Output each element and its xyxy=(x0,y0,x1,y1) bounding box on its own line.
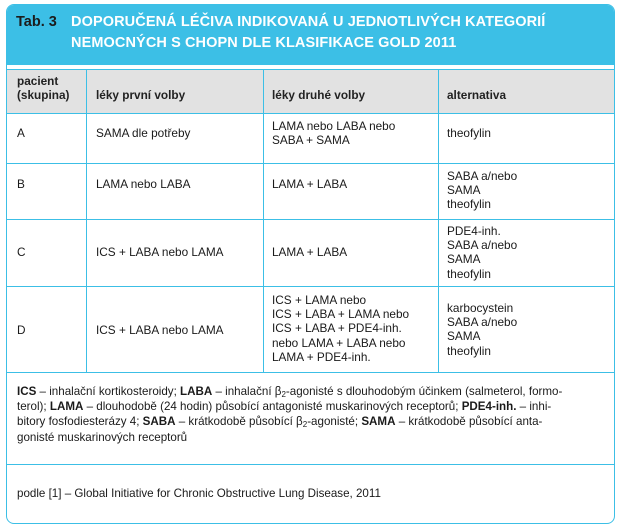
column-divider xyxy=(263,69,264,373)
row-d-second-choice: ICS + LAMA nebo ICS + LABA + LAMA nebo ICS + LABA + PDE4-inh. nebo LAMA + LABA nebo LAMA + PDE4-inh. xyxy=(272,293,410,364)
table-title-line-2: NEMOCNÝCH S CHOPN DLE KLASIFIKACE GOLD 2011 xyxy=(71,35,457,51)
source-note: podle [1] – Global Initiative for Chronic Obstructive Lung Disease, 2011 xyxy=(17,487,381,500)
row-b-first-choice: LAMA nebo LABA xyxy=(96,177,191,191)
row-divider xyxy=(7,69,614,70)
row-divider xyxy=(7,286,614,287)
row-d-first-choice: ICS + LABA nebo LAMA xyxy=(96,323,224,337)
table-title-line-1: DOPORUČENÁ LÉČIVA INDIKOVANÁ U JEDNOTLIVÝCH KATEGORIÍ xyxy=(71,14,546,30)
row-c-second-choice: LAMA + LABA xyxy=(272,245,348,259)
abbreviation-legend: ICS – inhalační kortikosteroidy; LABA – inhalační $\beta_2$-agonisté s dlouhodobým účinkem (salmeterol, formo- terol); LAMA – dlouhodobě (24 hodin) působící antagonisté muskarinových receptorů; PDE4-inh. – inhi- bitory fosfodiesterázy 4; SABA – krátkodobě působící $\beta_2$-agonisté; SAMA – krátkodobě působící anta- gonisté muskarinových receptorů xyxy=(17,385,563,444)
column-header-alternative: alternativa xyxy=(447,88,507,102)
row-divider xyxy=(7,372,614,373)
row-a-first-choice: SAMA dle potřeby xyxy=(96,126,191,140)
row-a-alternative: theofylin xyxy=(447,126,491,140)
row-divider xyxy=(7,219,614,220)
row-b-alternative: SABA a/nebo SAMA theofylin xyxy=(447,169,518,212)
column-header-patient: pacient (skupina) xyxy=(17,74,70,103)
table-number: Tab. 3 xyxy=(16,14,57,30)
row-a-second-choice: LAMA nebo LABA nebo SABA + SAMA xyxy=(272,119,396,148)
row-c-first-choice: ICS + LABA nebo LAMA xyxy=(96,245,224,259)
column-divider xyxy=(86,69,87,373)
row-b-second-choice: LAMA + LABA xyxy=(272,177,348,191)
column-header-first-choice: léky první volby xyxy=(96,88,186,102)
column-header-second-choice: léky druhé volby xyxy=(272,88,366,102)
row-b-group: B xyxy=(17,177,25,191)
row-d-group: D xyxy=(17,323,26,337)
row-d-alternative: karbocystein SABA a/nebo SAMA theofylin xyxy=(447,301,518,358)
row-divider xyxy=(7,464,614,465)
table-frame xyxy=(6,4,615,524)
table-header-banner xyxy=(7,5,614,65)
row-divider xyxy=(7,163,614,164)
row-c-group: C xyxy=(17,245,26,259)
row-a-group: A xyxy=(17,126,25,140)
row-c-alternative: PDE4-inh. SABA a/nebo SAMA theofylin xyxy=(447,224,518,281)
column-divider xyxy=(438,69,439,373)
